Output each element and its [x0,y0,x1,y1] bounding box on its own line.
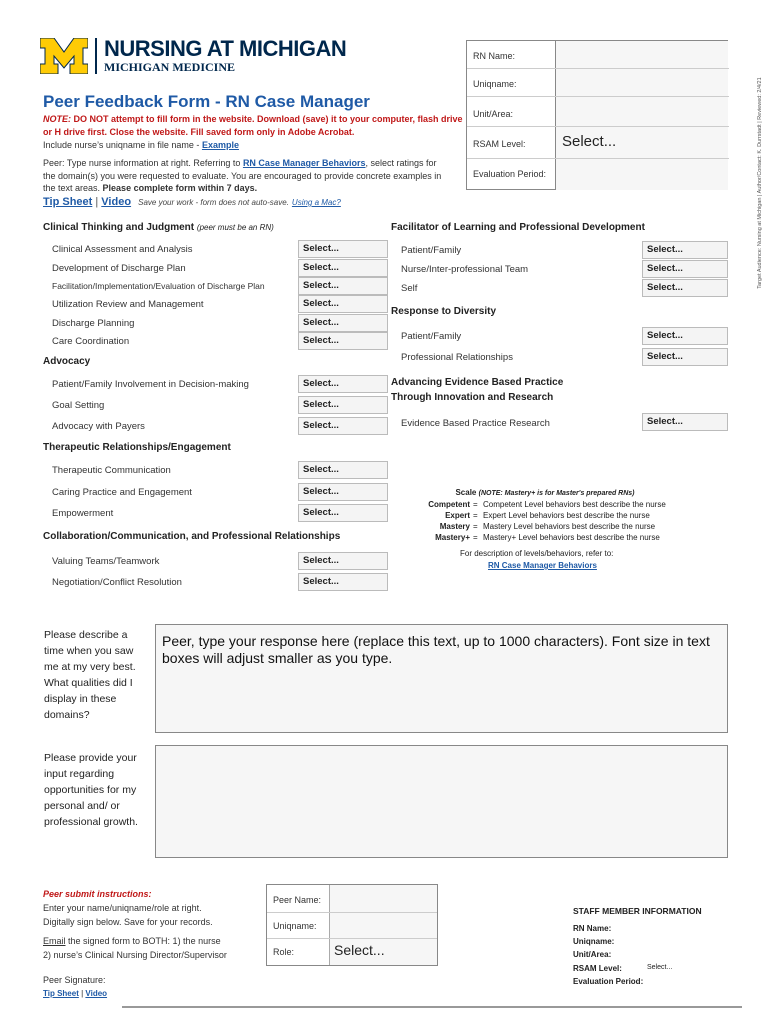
block-m-logo [40,38,88,74]
rating-select[interactable]: Select... [298,396,388,414]
submit-line4: 2) nurse’s Clinical Nursing Director/Supervisor [43,950,227,960]
submit-line3: Email the signed form to BOTH: 1) the nurse [43,936,221,946]
item-label: Utilization Review and Management [52,299,204,310]
rating-select[interactable]: Select... [298,332,388,350]
logo-title: NURSING AT MICHIGAN [104,36,347,61]
rating-select[interactable]: Select... [642,413,728,431]
staff-rsam-value: Select... [647,964,673,971]
item-label: Empowerment [52,508,114,519]
save-note: Save your work - form does not auto-save. [138,198,289,207]
item-label: Negotiation/Conflict Resolution [52,577,182,588]
rating-scale: Scale (NOTE: Mastery+ is for Master's prepared RNs) Competent = Competent Level behaviors best describe the nurse Expert = Expert Level behaviors best describe the nurse Mastery = Mastery Level behaviors best describe the nurse Mastery+ = Mastery+ Level behaviors best describe the nurse [428,488,666,542]
rating-select[interactable]: Select... [642,260,728,278]
logo-subtitle: MICHIGAN MEDICINE [104,60,236,74]
submit-line2: Digitally sign below. Save for your records. [43,917,213,927]
item-label: Care Coordination [52,336,130,347]
side-meta: Target Audience: Nursing at Michigan | Author/Contact: K. Durrstadt | Reviewed: 2/4/21 [757,77,763,289]
prompt-best: Please describe a time when you saw me at my very best. What qualities did I display in these domains? [44,629,136,721]
rating-select[interactable]: Select... [298,240,388,258]
rating-select[interactable]: Select... [298,277,388,295]
item-label: Evidence Based Practice Research [401,418,550,429]
item-label: Facilitation/Implementation/Evaluation of Discharge Plan [52,281,265,291]
video-link[interactable]: Video [85,989,108,998]
item-label: Discharge Planning [52,318,135,329]
section-title-therapeutic: Therapeutic Relationships/Engagement [43,442,231,453]
staff-title: STAFF MEMBER INFORMATION [573,906,702,916]
section-title-advocacy: Advocacy [43,356,91,367]
item-label: Development of Discharge Plan [52,263,186,274]
peer-name-field[interactable] [329,885,437,912]
peer-role-select[interactable]: Select... [329,939,437,965]
rating-select[interactable]: Select... [298,417,388,435]
item-label: Patient/Family [401,245,462,256]
section-title-clinical: Clinical Thinking and Judgment (peer must be an RN) [43,222,274,233]
section-title-facilitator: Facilitator of Learning and Professional Development [391,222,645,233]
prompt-growth: Please provide your input regarding opportunities for my personal and/ or professional growth. [44,752,138,828]
submit-title: Peer submit instructions: [43,889,152,899]
note-prefix: NOTE: [43,114,71,124]
item-label: Self [401,283,418,294]
rating-select[interactable]: Select... [298,483,388,501]
rsam-select[interactable]: Select... [555,127,728,158]
item-label: Patient/Family [401,331,462,342]
scale-ref-text: For description of levels/behaviors, refer to: [460,549,614,558]
item-label: Caring Practice and Engagement [52,487,192,498]
peer-info-box: Peer Name: Uniqname: Role: Select... [266,884,438,966]
include-line: Include nurse’s uniqname in file name - Example [43,140,239,150]
tip-sheet-link[interactable]: Tip Sheet [43,196,93,208]
item-label: Therapeutic Communication [52,465,171,476]
note-block [43,113,463,139]
uniqname-field[interactable] [555,69,728,96]
item-label: Nurse/Inter-professional Team [401,264,529,275]
peer-uniqname-field[interactable] [329,913,437,938]
staff-rn-name: RN Name: [573,924,612,933]
logo-divider [95,38,97,74]
rating-select[interactable]: Select... [298,573,388,591]
help-links: Tip Sheet | Video Save your work - form does not auto-save. Using a Mac? [43,196,341,208]
best-response-textarea[interactable]: Peer, type your response here (replace this text, up to 1000 characters). Font size in text boxes will adjust smaller as you type. [155,624,728,733]
staff-rsam: RSAM Level: [573,964,622,973]
submit-help-links: Tip Sheet | Video [43,989,108,998]
staff-uniqname: Uniqname: [573,937,615,946]
note-text: DO NOT attempt to fill form in the website. Download (save) it to your computer, flash drive or H drive first. Close the website. Fill saved form only in Adobe Acrobat. [43,114,463,137]
staff-period: Evaluation Period: [573,977,644,986]
example-link[interactable]: Example [201,140,239,150]
submit-line1: Enter your name/uniqname/role at right. [43,903,202,913]
rating-select[interactable]: Select... [642,241,728,259]
item-label: Advocacy with Payers [52,421,145,432]
rating-select[interactable]: Select... [298,375,388,393]
item-label: Patient/Family Involvement in Decision-making [52,379,249,390]
rating-select[interactable]: Select... [298,314,388,332]
peer-intro: Peer: Type nurse information at right. Referring to RN Case Manager Behaviors, select ratings for the domain(s) you were requested to evaluate. You are encouraged to provide concrete examples in the text areas. Please complete form within 7 days. [43,158,442,193]
rn-info-box: RN Name: Uniqname: Unit/Area: RSAM Level: Select... Evaluation Period: [466,40,728,190]
tip-sheet-link[interactable]: Tip Sheet [43,989,79,998]
rating-select[interactable]: Select... [298,504,388,522]
item-label: Goal Setting [52,400,105,411]
rating-select[interactable]: Select... [298,259,388,277]
rating-select[interactable]: Select... [642,327,728,345]
rating-select[interactable]: Select... [642,279,728,297]
signature-label: Peer Signature: [43,975,106,985]
mac-link[interactable]: Using a Mac? [291,198,341,207]
behaviors-link[interactable]: RN Case Manager Behaviors [242,158,366,168]
rating-select[interactable]: Select... [298,295,388,313]
item-label: Professional Relationships [401,352,513,363]
rating-select[interactable]: Select... [642,348,728,366]
page-title: Peer Feedback Form - RN Case Manager [43,92,370,111]
scale-behaviors-link[interactable]: RN Case Manager Behaviors [488,561,597,570]
section-title-ebp: Advancing Evidence Based Practice Through Innovation and Research [391,377,564,403]
unit-field[interactable] [555,97,728,126]
staff-unit: Unit/Area: [573,950,612,959]
rn-name-field[interactable] [555,41,728,68]
item-label: Clinical Assessment and Analysis [52,244,193,255]
signature-line [122,1006,742,1008]
section-title-diversity: Response to Diversity [391,306,497,317]
rating-select[interactable]: Select... [298,552,388,570]
period-field[interactable] [555,159,728,190]
video-link[interactable]: Video [101,196,132,208]
section-title-collaboration: Collaboration/Communication, and Professional Relationships [43,531,341,542]
item-label: Valuing Teams/Teamwork [52,556,160,567]
rating-select[interactable]: Select... [298,461,388,479]
growth-response-textarea[interactable] [155,745,728,858]
